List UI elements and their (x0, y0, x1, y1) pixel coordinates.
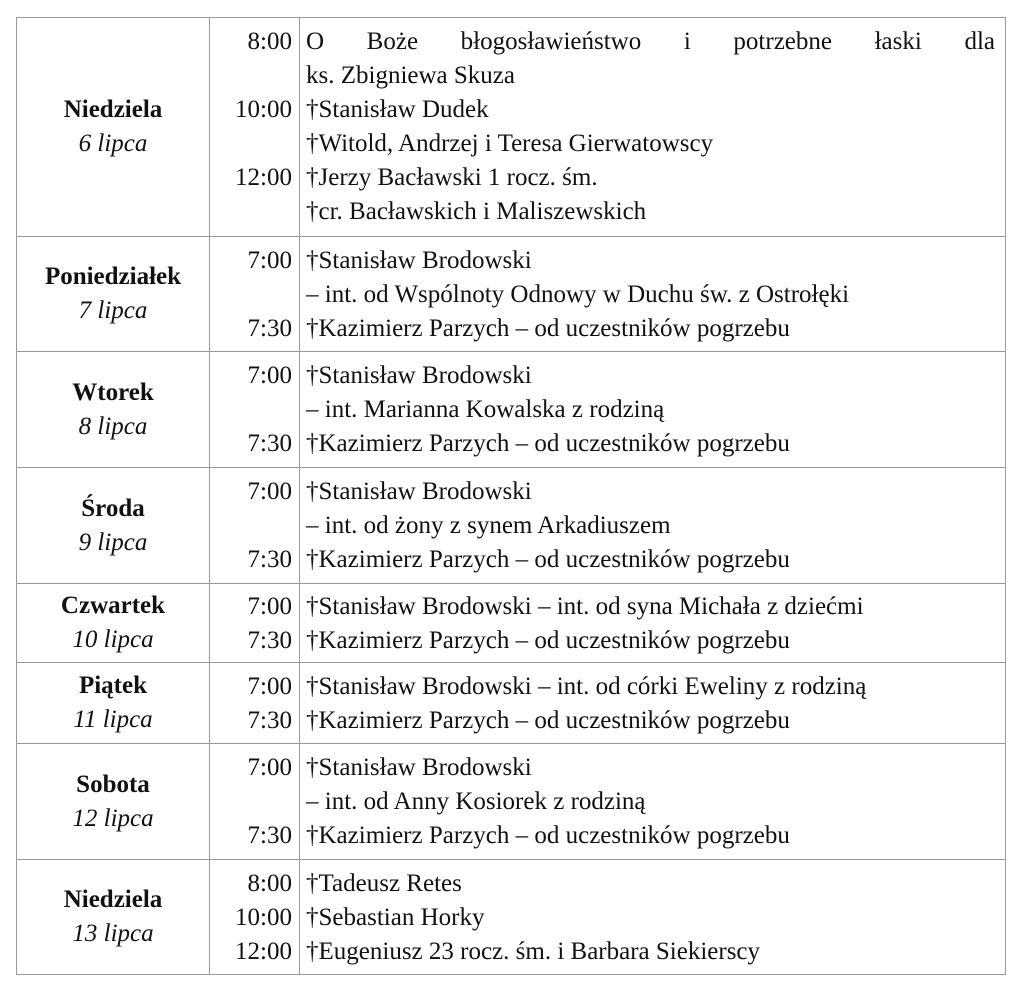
mass-time (210, 278, 299, 312)
day-date: 13 lipca (72, 920, 154, 947)
mass-intentions-table (16, 17, 1006, 975)
intention-text: ks. Zbigniewa Skuza (306, 62, 515, 89)
intention-text: †Kazimierz Parzych – od uczestników pogrzebu (306, 627, 790, 654)
day-cell (17, 663, 210, 744)
time-cell (210, 860, 300, 975)
mass-time (210, 785, 299, 819)
time-cell (210, 352, 300, 468)
intention-cell (300, 663, 1006, 744)
day-name: Środa (81, 494, 145, 522)
time-cell (210, 237, 300, 352)
intention-cell (300, 468, 1006, 584)
mass-time: 7:30 (247, 822, 292, 849)
mass-time: 7:00 (247, 247, 292, 274)
mass-time (210, 127, 299, 161)
intention-text: †Eugeniusz 23 rocz. śm. i Barbara Siekierscy (306, 938, 761, 965)
mass-time: 8:00 (247, 28, 292, 55)
mass-time: 7:30 (247, 627, 292, 654)
day-cell (17, 352, 210, 468)
intention-text: – int. od Wspólnoty Odnowy w Duchu św. z Ostrołęki (306, 281, 850, 308)
day-name: Wtorek (72, 378, 154, 406)
mass-time: 7:00 (247, 362, 292, 389)
mass-time: 7:00 (247, 754, 292, 781)
intention-cell (300, 584, 1006, 663)
time-cell (210, 468, 300, 584)
mass-time: 12:00 (235, 938, 292, 965)
mass-time (210, 393, 299, 427)
day-date: 9 lipca (78, 528, 148, 556)
mass-time (210, 59, 299, 93)
day-row (17, 744, 1006, 860)
mass-time: 10:00 (235, 96, 292, 123)
mass-time (210, 509, 299, 543)
intention-text: †Stanisław Brodowski – int. od syna Michała z dziećmi (306, 593, 864, 620)
intention-text: †cr. Bacławskich i Maliszewskich (306, 198, 647, 225)
mass-time (210, 195, 299, 229)
day-name: Niedziela (63, 96, 163, 123)
mass-time: 7:30 (247, 546, 292, 573)
time-cell (210, 663, 300, 744)
day-name: Poniedziałek (44, 263, 182, 290)
intention-text: †Tadeusz Retes (306, 870, 462, 897)
mass-time: 7:00 (247, 673, 292, 700)
day-date: 6 lipca (78, 130, 148, 157)
mass-time: 7:30 (247, 430, 292, 457)
intention-text: †Kazimierz Parzych – od uczestników pogrzebu (306, 546, 790, 573)
day-name: Czwartek (60, 592, 166, 619)
intention-text: O Boże błogosławieństwo i potrzebne łaski dla (306, 28, 995, 55)
intention-text: †Kazimierz Parzych – od uczestników pogrzebu (306, 430, 790, 457)
mass-time: 7:00 (247, 593, 292, 620)
day-date: 12 lipca (72, 804, 154, 832)
day-date: 10 lipca (72, 626, 154, 653)
intention-text: †Jerzy Bacławski 1 rocz. śm. (306, 164, 598, 191)
day-cell (17, 468, 210, 584)
intention-text: – int. Marianna Kowalska z rodziną (306, 396, 665, 423)
day-cell (17, 584, 210, 663)
intention-text: †Kazimierz Parzych – od uczestników pogrzebu (306, 315, 790, 342)
day-row (17, 18, 1006, 237)
mass-time: 7:30 (247, 315, 292, 342)
time-cell (210, 744, 300, 860)
intention-text: – int. od żony z synem Arkadiuszem (306, 512, 671, 539)
day-row (17, 584, 1006, 663)
day-date: 8 lipca (78, 412, 148, 440)
day-date: 11 lipca (73, 706, 153, 733)
mass-time: 10:00 (235, 904, 292, 931)
intention-text: †Stanisław Brodowski (306, 247, 532, 274)
day-row (17, 352, 1006, 468)
day-row (17, 663, 1006, 744)
day-cell (17, 18, 210, 237)
day-date: 7 lipca (78, 297, 148, 324)
mass-time: 7:00 (247, 478, 292, 505)
intention-text: †Stanisław Brodowski (306, 478, 532, 505)
intention-text: †Sebastian Horky (306, 904, 485, 931)
day-name: Sobota (76, 770, 150, 798)
day-row (17, 237, 1006, 352)
table-body (17, 18, 1006, 975)
intention-cell (300, 860, 1006, 975)
day-name: Niedziela (63, 886, 163, 913)
intention-text: – int. od Anny Kosiorek z rodziną (306, 788, 646, 815)
day-row (17, 468, 1006, 584)
day-name: Piątek (78, 672, 148, 699)
intention-cell (300, 18, 1006, 237)
time-cell (210, 584, 300, 663)
intention-text: †Witold, Andrzej i Teresa Gierwatowscy (306, 130, 714, 157)
intention-text: †Kazimierz Parzych – od uczestników pogrzebu (306, 822, 790, 849)
day-cell (17, 237, 210, 352)
intention-text: †Stanisław Brodowski – int. od córki Eweliny z rodziną (306, 673, 867, 700)
mass-time: 7:30 (247, 707, 292, 734)
time-cell (210, 18, 300, 237)
intention-text: †Stanisław Dudek (306, 96, 489, 123)
day-cell (17, 860, 210, 975)
intention-cell (300, 237, 1006, 352)
intention-text: †Stanisław Brodowski (306, 754, 532, 781)
intention-cell (300, 352, 1006, 468)
day-cell (17, 744, 210, 860)
intention-cell (300, 744, 1006, 860)
day-row (17, 860, 1006, 975)
mass-time: 12:00 (235, 164, 292, 191)
mass-time: 8:00 (247, 870, 292, 897)
intention-text: †Stanisław Brodowski (306, 362, 532, 389)
intention-text: †Kazimierz Parzych – od uczestników pogrzebu (306, 707, 790, 734)
